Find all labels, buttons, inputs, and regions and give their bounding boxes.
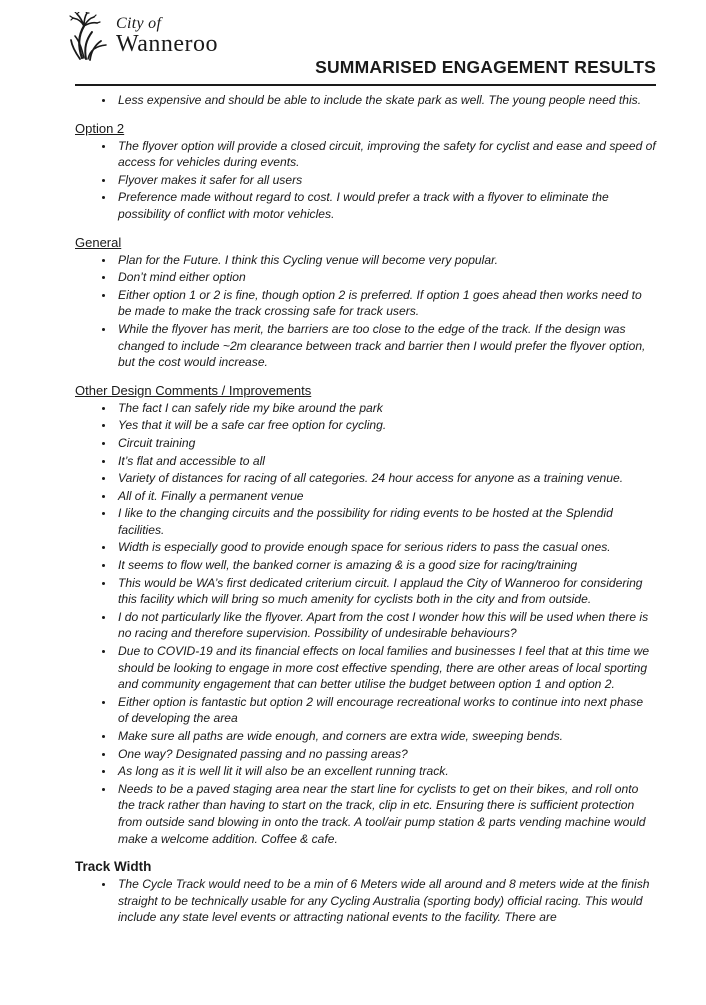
- bullet-list: [75, 400, 656, 847]
- bullet-item: • Variety of distances for racing of all categories. 24 hour access for anyone as a training venue.: [115, 470, 656, 487]
- section-heading: Track Width: [75, 859, 152, 875]
- bullet-item: • Don’t mind either option: [115, 269, 656, 286]
- bullet-list: [75, 92, 656, 109]
- bullet-item: • Less expensive and should be able to include the skate park as well. The young people need this.: [115, 92, 656, 109]
- bullet-item: • It’s flat and accessible to all: [115, 453, 656, 470]
- bullet-item: • Make sure all paths are wide enough, and corners are extra wide, sweeping bends.: [115, 728, 656, 745]
- bullet-item: • Circuit training: [115, 435, 656, 452]
- bullet-item: • I do not particularly like the flyover. Apart from the cost I wonder how this will be used when there is no racing and therefore supervision. Possibility of undesirable behaviours?: [115, 609, 656, 642]
- bullet-item: • One way? Designated passing and no passing areas?: [115, 746, 656, 763]
- section-other-design-comments-improvements: [75, 382, 656, 847]
- bullet-item: • Yes that it will be a safe car free option for cycling.: [115, 417, 656, 434]
- bullet-item: • I like to the changing circuits and the possibility for riding events to be hosted at the Splendid facilities.: [115, 505, 656, 538]
- bullet-item: • All of it. Finally a permanent venue: [115, 488, 656, 505]
- document-header: [0, 0, 706, 86]
- kangaroo-paw-plant-icon: [68, 12, 112, 62]
- bullet-item: • Plan for the Future. I think this Cycling venue will become very popular.: [115, 252, 656, 269]
- section-heading: Option 2: [75, 120, 125, 136]
- bullet-item: • Preference made without regard to cost. I would prefer a track with a flyover to eliminate the possibility of conflict with motor vehicles.: [115, 189, 656, 222]
- bullet-item: • Width is especially good to provide enough space for serious riders to pass the casual ones.: [115, 539, 656, 556]
- logo-wanneroo: Wanneroo: [116, 31, 219, 57]
- bullet-list: [75, 138, 656, 223]
- bullet-item: • Needs to be a paved staging area near the start line for cyclists to get on their bikes, and roll onto the track rather than having to start on the track, clip in etc. Ensuring there is sufficient protection from outside sand blowing in onto the track. A tool/air pump station & parts vending machine would make a welcome addition. Coffee & cafe.: [115, 781, 656, 847]
- bullet-list: [75, 252, 656, 371]
- bullet-list: [75, 876, 656, 926]
- page-title: SUMMARISED ENGAGEMENT RESULTS: [315, 57, 656, 77]
- bullet-item: • The Cycle Track would need to be a min of 6 Meters wide all around and 8 meters wide at the finish straight to be technically usable for any Cycling Australia (sporting body) official racing. This would include any state level events or attracting national events to the facility. There are: [115, 876, 656, 926]
- city-of-wanneroo-logo: [68, 12, 218, 62]
- logo-city-of: City of: [116, 15, 162, 32]
- document-body: [75, 92, 656, 926]
- section-option-2: [75, 120, 656, 223]
- bullet-item: • As long as it is well lit it will also be an excellent running track.: [115, 763, 656, 780]
- bullet-item: • The fact I can safely ride my bike around the park: [115, 400, 656, 417]
- header-divider: [75, 84, 656, 86]
- section-intro-continued: [75, 92, 656, 109]
- section-heading: General: [75, 234, 122, 250]
- section-general: [75, 234, 656, 371]
- bullet-item: • Either option 1 or 2 is fine, though option 2 is preferred. If option 1 goes ahead then works need to be made to make the track crossing safe for track users.: [115, 287, 656, 320]
- section-heading: Other Design Comments / Improvements: [75, 382, 312, 398]
- logo-wordmark: [116, 12, 218, 56]
- section-track-width: [75, 858, 656, 926]
- bullet-item: • While the flyover has merit, the barriers are too close to the edge of the track. If the design was changed to include ~2m clearance between track and barrier then I would prefer the flyover option, but the cost would increase.: [115, 321, 656, 371]
- bullet-item: • Either option is fantastic but option 2 will encourage recreational works to continue into next phase of developing the area: [115, 694, 656, 727]
- bullet-item: • Flyover makes it safer for all users: [115, 172, 656, 189]
- bullet-item: • Due to COVID-19 and its financial effects on local families and businesses I feel that at this time we should be looking to engage in more cost effective spending, there are other areas of local sporting and community engagement that can better utilise the budget between option 1 and option 2.: [115, 643, 656, 693]
- bullet-item: • The flyover option will provide a closed circuit, improving the safety for cyclist and ease and speed of access for vehicles during events.: [115, 138, 656, 171]
- bullet-item: • This would be WA’s first dedicated criterium circuit. I applaud the City of Wanneroo for considering this facility which will bring so much amenity for cyclists both in the city and from outside.: [115, 575, 656, 608]
- bullet-item: • It seems to flow well, the banked corner is amazing & is a good size for racing/training: [115, 557, 656, 574]
